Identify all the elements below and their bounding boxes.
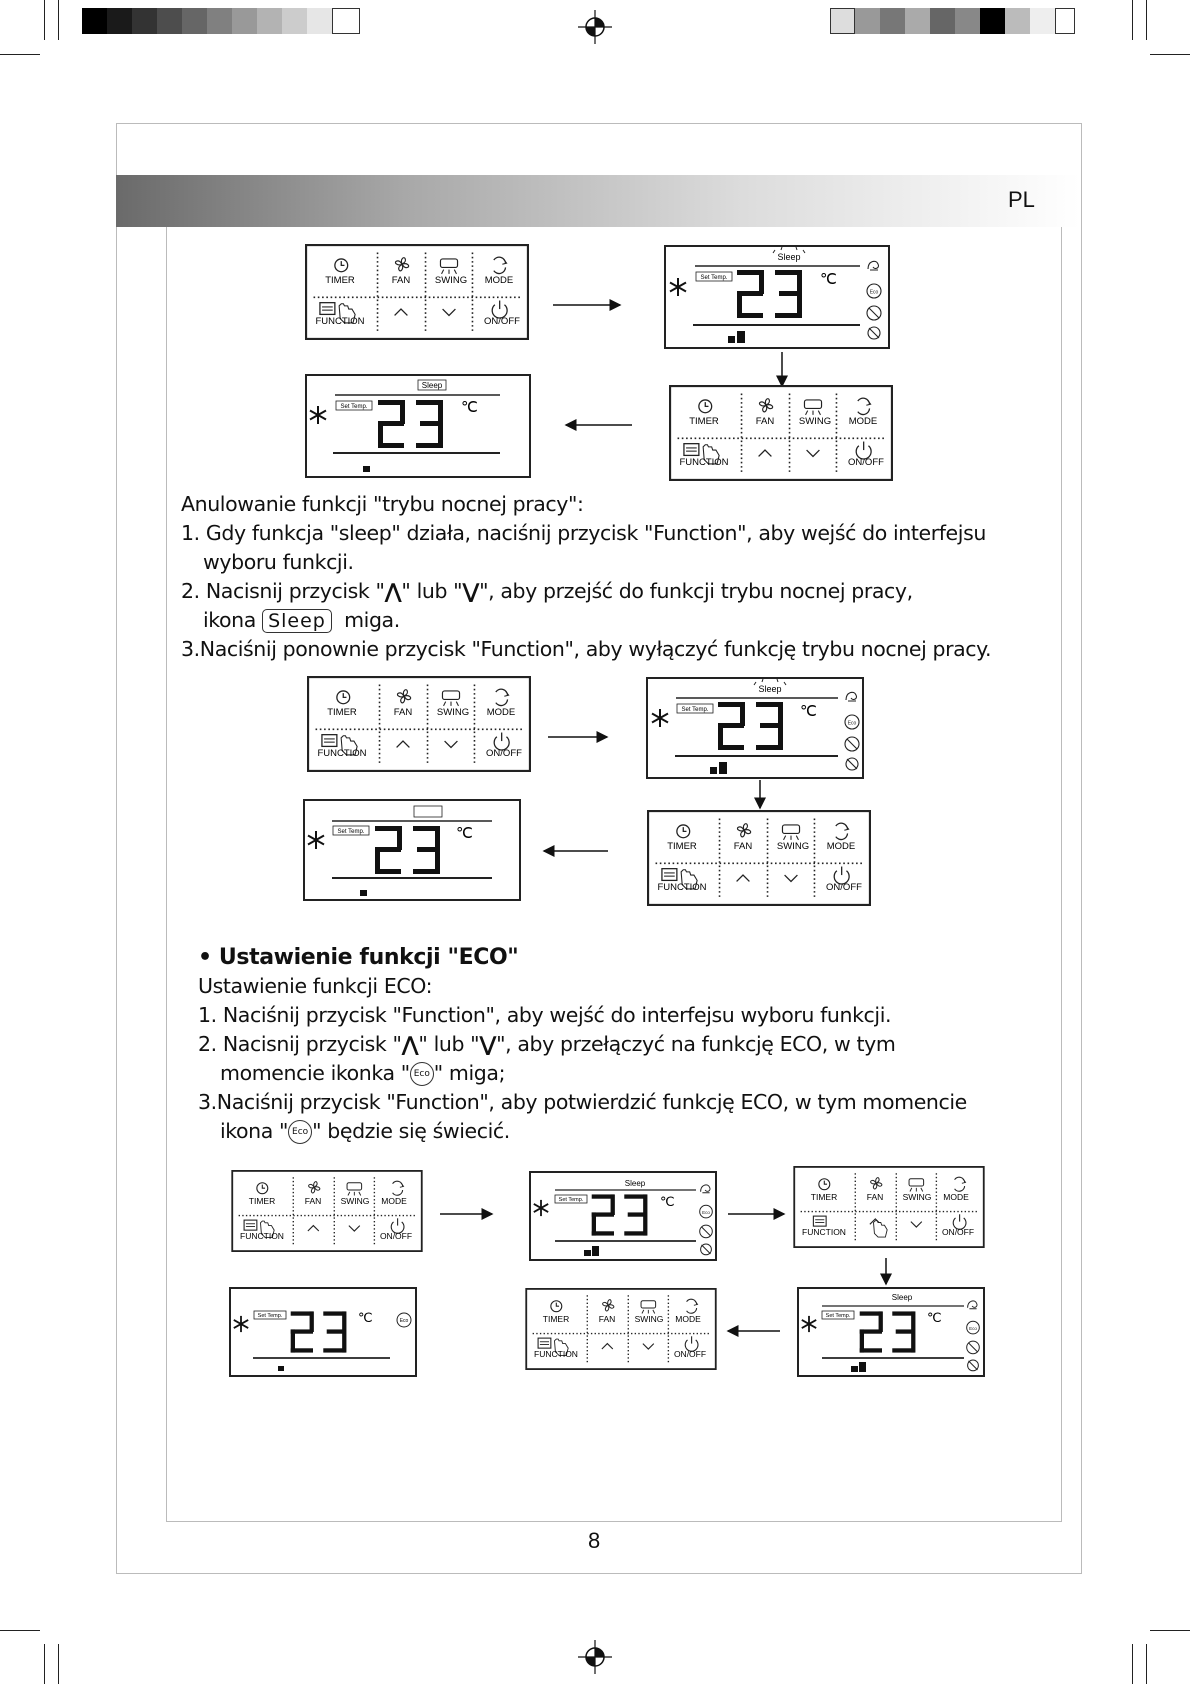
diagram-label: Sleep: [891, 1293, 913, 1302]
eco-instructions: [198, 943, 967, 1146]
diagram-label: SWING: [776, 841, 810, 852]
eco-step2: 2. Nacisnij przycisk "⋀" lub "⋁", aby przełączyć na funkcję ECO, w tym: [198, 1032, 896, 1056]
diagram-label: ON/OFF: [848, 457, 884, 468]
timer-label: TIMER: [325, 275, 355, 286]
cancel-sleep-instructions: [181, 490, 991, 664]
diagram-label: Set Temp.: [257, 1313, 283, 1319]
remote-control: [526, 1289, 716, 1369]
function-label: FUNCTION: [315, 316, 365, 327]
diagram-label: ON/OFF: [673, 1349, 707, 1359]
diagram-label: FAN: [393, 707, 413, 718]
diagram-label: ℃: [461, 399, 478, 416]
lcd-display: [304, 800, 520, 900]
diagram-label: Eco: [399, 1318, 409, 1324]
cancel-step1-cont: wyboru funkcji.: [203, 550, 354, 574]
eco-step2-cont: momencie ikonka " Eco " miga;: [220, 1061, 506, 1085]
diagram-label: FUNCTION: [317, 748, 367, 759]
language-label: PL: [1008, 187, 1035, 212]
diagram-label: MODE: [826, 841, 856, 852]
onoff-label: ON/OFF: [484, 316, 520, 327]
lcd-display: [647, 678, 863, 778]
cancel-title: Anulowanie funkcji "trybu nocnej pracy":: [181, 492, 584, 516]
sleep-label: Sleep: [777, 252, 801, 262]
diagram-label: TIMER: [810, 1192, 838, 1202]
diagram-label: ON/OFF: [379, 1231, 413, 1241]
cancel-step2-cont: ikona Sleep miga.: [203, 608, 400, 632]
page-number: 8: [588, 1528, 601, 1553]
celsius-unit: ℃: [820, 271, 837, 288]
diagram-label: TIMER: [248, 1196, 276, 1206]
diagram-label: Sleep: [624, 1179, 646, 1188]
diagram-label: TIMER: [689, 416, 719, 427]
diagram-label: SWING: [902, 1192, 932, 1202]
remote-control: [648, 811, 870, 905]
swing-label: SWING: [434, 275, 468, 286]
diagram-label: Set Temp.: [337, 829, 365, 835]
diagram-label: FAN: [755, 416, 775, 427]
remote-control: [308, 677, 530, 771]
diagram-label: MODE: [381, 1196, 407, 1206]
down-arrow-icon: ⋁: [462, 579, 480, 603]
diagram-label: ON/OFF: [941, 1227, 975, 1237]
lcd-display: [798, 1288, 984, 1376]
eco-subtitle: Ustawienie funkcji ECO:: [198, 974, 433, 998]
up-arrow-icon: ⋀: [401, 1032, 419, 1056]
diagram-label: ℃: [358, 1310, 373, 1325]
remote-control: [670, 386, 892, 480]
diagram-label: Sleep: [758, 684, 782, 694]
diagram-label: ON/OFF: [486, 748, 522, 759]
diagram-label: FUNCTION: [802, 1227, 846, 1237]
diagram-label: ℃: [456, 825, 473, 842]
diagram-label: ℃: [927, 1310, 942, 1325]
lcd-display: [230, 1288, 416, 1376]
diagram-label: FAN: [598, 1314, 616, 1324]
diagram-label: MODE: [943, 1192, 969, 1202]
diagram-label: TIMER: [667, 841, 697, 852]
diagram-label: Sleep: [421, 381, 443, 390]
up-arrow-icon: ⋀: [384, 579, 402, 603]
cancel-step1: 1. Gdy funkcja "sleep" działa, naciśnij przycisk "Function", aby wejść do interfejsu: [181, 521, 986, 545]
lcd-display: [530, 1172, 716, 1260]
lcd-display: [665, 246, 889, 348]
eco-step1: 1. Naciśnij przycisk "Function", aby wejść do interfejsu wyboru funkcji.: [198, 1003, 892, 1027]
sleep-icon: Sleep: [262, 609, 332, 633]
eco-icon: Eco: [410, 1062, 434, 1086]
diagram-label: MODE: [486, 707, 516, 718]
remote-control: [232, 1171, 422, 1251]
eco-step3-cont: ikona " Eco " będzie się świecić.: [220, 1119, 510, 1143]
diagram-label: FAN: [733, 841, 753, 852]
cancel-step3: 3.Naciśnij ponownie przycisk "Function", aby wyłączyć funkcję trybu nocnej pracy.: [181, 637, 992, 661]
diagram-label: FUNCTION: [240, 1231, 284, 1241]
diagram-label: ℃: [800, 703, 817, 720]
diagram-label: SWING: [798, 416, 832, 427]
down-arrow-icon: ⋁: [479, 1032, 497, 1056]
cancel-step2: 2. Nacisnij przycisk "⋀" lub "⋁", aby przejść do funkcji trybu nocnej pracy,: [181, 579, 913, 603]
remote-control-pressing: [794, 1167, 984, 1247]
mode-label: MODE: [484, 275, 514, 286]
diagram-label: ON/OFF: [826, 882, 862, 893]
diagram-label: FAN: [866, 1192, 884, 1202]
remote-control: [306, 245, 528, 339]
diagram-label: SWING: [634, 1314, 664, 1324]
lcd-display: [306, 375, 530, 477]
diagram-label: TIMER: [542, 1314, 570, 1324]
diagram-label: FAN: [304, 1196, 322, 1206]
eco-icon: Eco: [288, 1120, 312, 1144]
diagram-label: FUNCTION: [534, 1349, 578, 1359]
diagram-label: TIMER: [327, 707, 357, 718]
diagram-label: SWING: [340, 1196, 370, 1206]
fan-label: FAN: [391, 275, 411, 286]
diagram-label: Set Temp.: [825, 1313, 851, 1319]
diagram-label: MODE: [848, 416, 878, 427]
diagram-label: SWING: [436, 707, 470, 718]
diagram-label: MODE: [675, 1314, 701, 1324]
diagram-label: Set Temp.: [340, 404, 368, 410]
diagram-label: Set Temp.: [681, 707, 709, 713]
diagram-label: ℃: [660, 1194, 675, 1209]
diagram-label: Set Temp.: [558, 1197, 584, 1203]
eco-heading: • Ustawienie funkcji "ECO": [198, 945, 519, 970]
eco-step3: 3.Naciśnij przycisk "Function", aby potwierdzić funkcję ECO, w tym momencie: [198, 1090, 967, 1114]
diagram-label: FUNCTION: [657, 882, 707, 893]
diagram-label: FUNCTION: [679, 457, 729, 468]
set-temp-label: Set Temp.: [700, 275, 728, 281]
